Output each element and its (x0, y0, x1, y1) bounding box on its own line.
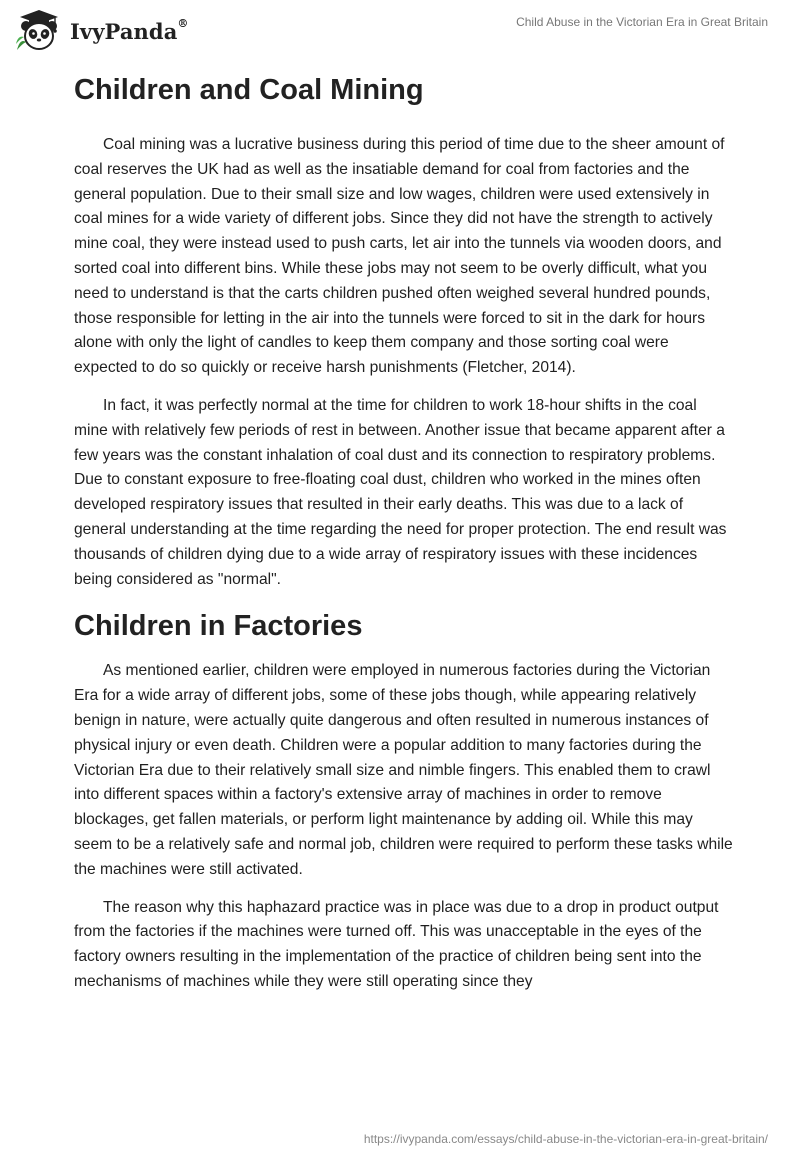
panda-graduate-icon (14, 8, 64, 52)
section-heading-factories: Children in Factories (74, 610, 363, 643)
brand-name: IvyPanda® (70, 16, 189, 44)
paragraph: In fact, it was perfectly normal at the time for children to work 18-hour shifts in the coal mine with relatively few periods of rest in between. Another issue that became apparent after a few years was the constant inhalation of coal dust and its connection to respiratory problems. Due to constant exposure to free-floating coal dust, children who worked in the mines often developed respiratory issues that resulted in their early deaths. This was due to a lack of general understanding at the time regarding the need for proper protection. The end result was thousands of children dying due to a wide array of respiratory issues with these incidences being considered as "normal". (74, 396, 727, 588)
article-body (74, 68, 734, 995)
document-title: Child Abuse in the Victorian Era in Great Britain (516, 15, 768, 29)
paragraph: The reason why this haphazard practice was in place was due to a drop in product output from the factories if the machines were turned off. This was unacceptable in the eyes of the factory owners resulting in the implementation of the practice of children being sent into the mechanisms of machines while they were still operating since they (74, 898, 719, 990)
ivypanda-logo[interactable] (14, 8, 189, 52)
section-heading-coal-mining: Children and Coal Mining (74, 74, 424, 106)
paragraph: As mentioned earlier, children were employed in numerous factories during the Victorian Era for a wide array of different jobs, some of these jobs though, while appearing relatively benign in nature, were actually quite dangerous and often resulted in numerous instances of physical injury or even death. Children were a popular addition to many factories during the Victorian Era due to their relatively small size and nimble fingers. This enabled them to crawl into different spaces within a factory's extensive array of machines in order to remove blockages, get fallen materials, or perform light maintenance by adding oil. While this may seem to be a relatively safe and normal job, children were required to perform these tasks while the machines were still activated. (74, 662, 733, 878)
source-url-link[interactable]: https://ivypanda.com/essays/child-abuse-in-the-victorian-era-in-great-britain/ (363, 1132, 768, 1146)
page-header (0, 0, 800, 60)
paragraph: Coal mining was a lucrative business during this period of time due to the sheer amount of coal reserves the UK had as well as the insatiable demand for coal from factories and the general population. Due to their small size and low wages, children were used extensively in coal mines for a wide variety of different jobs. Since they did not have the strength to actively mine coal, they were instead used to push carts, let air into the tunnels via wooden doors, and sorted coal into different bins. While these jobs may not seem to be overly difficult, what you need to understand is that the carts children pushed often weighed several hundred pounds, those responsible for letting in the air into the tunnels were forced to sit in the dark for hours alone with only the light of candles to keep them company and those sorting coal were expected to do so quickly or receive harsh punishments (Fletcher, 2014). (74, 136, 725, 377)
